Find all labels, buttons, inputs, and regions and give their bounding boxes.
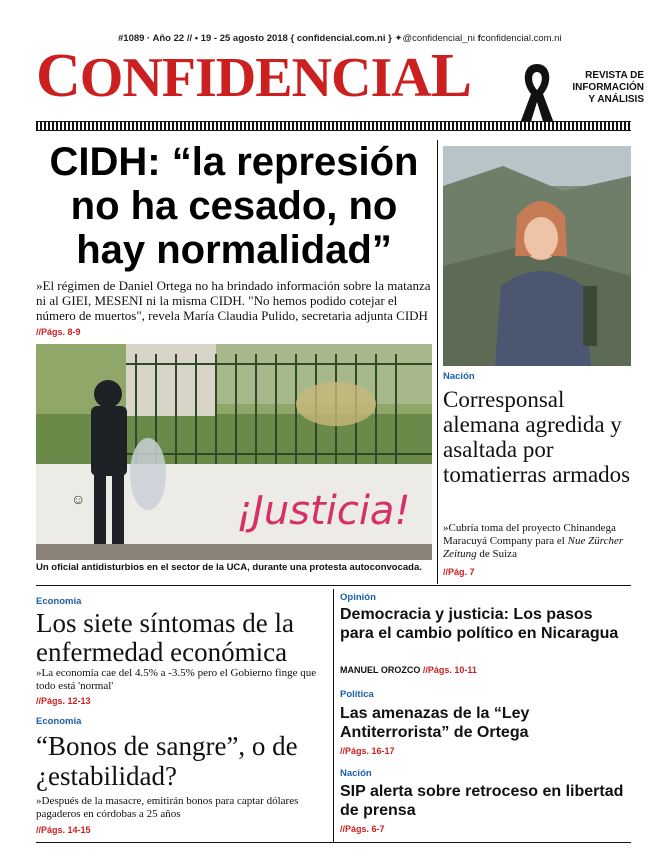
tagline-line-2: INFORMACIÓN (572, 82, 644, 93)
bottom-divider (36, 842, 631, 843)
side-section-label[interactable]: Nación (443, 371, 475, 382)
issue-line: #1089 · Año 22 // • 19 - 25 agosto 2018 (118, 33, 288, 44)
side-lead-publication: Nue Zürcher Zeitung (443, 535, 624, 560)
econ1-page-ref[interactable]: //Págs. 12-13 (36, 696, 91, 706)
nation-headline[interactable]: SIP alerta sobre retroceso en libertad de prensa (340, 783, 624, 819)
econ2-section-label[interactable]: Economía (36, 716, 82, 727)
main-photo[interactable] (36, 344, 432, 560)
column-divider-bottom (333, 589, 334, 842)
svg-text:☺: ☺ (71, 491, 86, 507)
main-photo-caption: Un oficial antidisturbios en el sector de la UCA, durante una protesta autoconvocada. (36, 562, 422, 573)
tagline-line-1: REVISTA DE (585, 70, 644, 81)
masthead-last-letter: L (430, 42, 472, 110)
column-divider-top (437, 140, 438, 584)
horizontal-divider (36, 585, 631, 586)
opinion-section-label[interactable]: Opinión (340, 592, 376, 603)
site-url[interactable]: { confidencial.com.ni } (290, 33, 392, 44)
masthead-logo[interactable] (36, 42, 472, 110)
side-photo[interactable] (443, 146, 631, 366)
politics-page-ref[interactable]: //Págs. 16-17 (340, 746, 395, 756)
side-lead-text-end: de Suiza (476, 548, 517, 560)
opinion-byline (340, 665, 477, 675)
twitter-handle[interactable]: @confidencial_ni (402, 33, 475, 44)
opinion-page-ref[interactable]: //Págs. 10-11 (422, 665, 477, 675)
econ1-headline[interactable]: Los siete síntomas de la enfermedad económica (36, 608, 294, 667)
graffiti-text: ¡Justicia! (236, 488, 411, 534)
nation-section-label[interactable]: Nación (340, 768, 372, 779)
econ2-headline[interactable]: “Bonos de sangre”, o de ¿estabilidad? (36, 731, 298, 791)
side-headline[interactable]: Corresponsal alemana agredida y asaltada por tomatierras armados (443, 387, 631, 487)
masthead-first-letter: C (36, 42, 80, 110)
mourning-ribbon-icon (513, 60, 561, 130)
facebook-icon: f (477, 33, 481, 44)
twitter-icon: ✦ (394, 33, 403, 44)
main-page-ref[interactable]: //Págs. 8-9 (36, 327, 81, 337)
side-page-ref[interactable]: //Pág. 7 (443, 567, 475, 577)
main-lead-text: »El régimen de Daniel Ortega no ha brindado información sobre la matanza ni al GIEI, MESENI ni la misma CIDH. "No hemos podido cotejar el número de muertos", revela María Claudia Pulido, secretaria adjunta CIDH (36, 278, 431, 323)
politics-headline[interactable]: Las amenazas de la “Ley Antiterrorista” de Ortega (340, 705, 530, 741)
econ2-page-ref[interactable]: //Págs. 14-15 (36, 825, 91, 835)
opinion-headline[interactable]: Democracia y justicia: Los pasos para el cambio político en Nicaragua (340, 606, 619, 642)
tagline-line-3: Y ANÁLISIS (588, 94, 644, 105)
main-headline[interactable]: CIDH: “la represión no ha cesado, no hay normalidad” (49, 140, 419, 272)
facebook-page[interactable]: confidencial.com.ni (480, 33, 562, 44)
econ1-section-label[interactable]: Economía (36, 596, 82, 607)
side-lead (443, 522, 635, 561)
main-lead (36, 278, 432, 340)
econ2-lead: »Después de la masacre, emitirán bonos para captar dólares pagaderos en córdobas a 25 años (36, 795, 299, 820)
tagline (572, 70, 644, 106)
nation-page-ref[interactable]: //Págs. 6-7 (340, 824, 385, 834)
econ1-lead: »La economía cae del 4.5% a -3.5% pero el Gobierno finge que todo está 'normal' (36, 667, 317, 692)
masthead-middle: ONFIDENCIA (79, 47, 431, 109)
politics-section-label[interactable]: Política (340, 689, 374, 700)
issue-info-bar (118, 33, 578, 44)
side-lead-text: »Cubría toma del proyecto Chinandega Maracuyá Company para el (443, 522, 616, 547)
opinion-author: MANUEL OROZCO (340, 665, 421, 675)
masthead-divider (36, 121, 631, 131)
